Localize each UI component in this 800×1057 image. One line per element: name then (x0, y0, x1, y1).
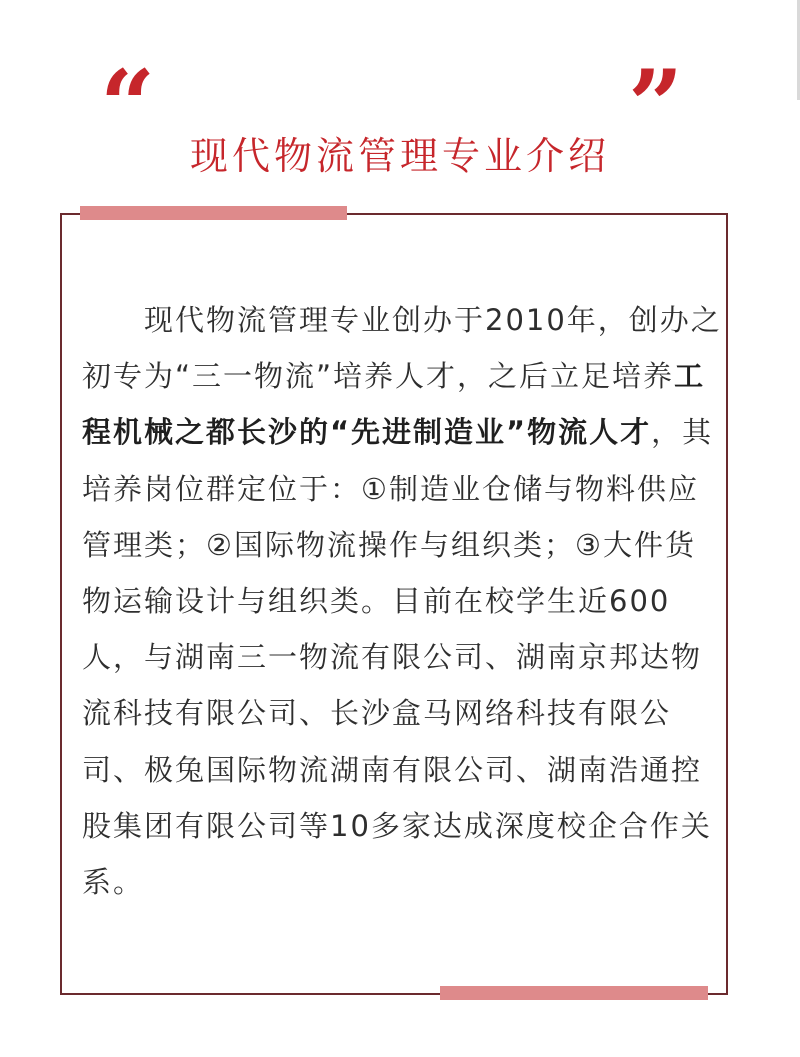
top-accent-bar (80, 206, 347, 220)
paragraph-segment: 现代物流管理专业创办于2010年，创办之初专为“三一物流”培养人才，之后立足培养 (82, 303, 722, 394)
page-title: 现代物流管理专业介绍 (189, 134, 610, 179)
intro-paragraph (82, 292, 722, 910)
open-quote-mark: “ (100, 49, 156, 162)
paragraph-segment: ，其培养岗位群定位于：①制造业仓储与物料供应管理类；②国际物流操作与组织类；③大件货物运输设计与组织类。目前在校学生近600人，与湖南三一物流有限公司、湖南京邦达物流科技有限公司、长沙盒马网络科技有限公司、极兔国际物流湖南有限公司、湖南浩通控股集团有限公司等10多家达成深度校企合作关系。 (82, 415, 714, 900)
bottom-accent-bar (440, 986, 708, 1000)
close-quote-mark: ” (628, 49, 684, 162)
paragraph-segment-bold: 工程机械之都长沙的“先进制造业”物流人才 (82, 359, 706, 450)
